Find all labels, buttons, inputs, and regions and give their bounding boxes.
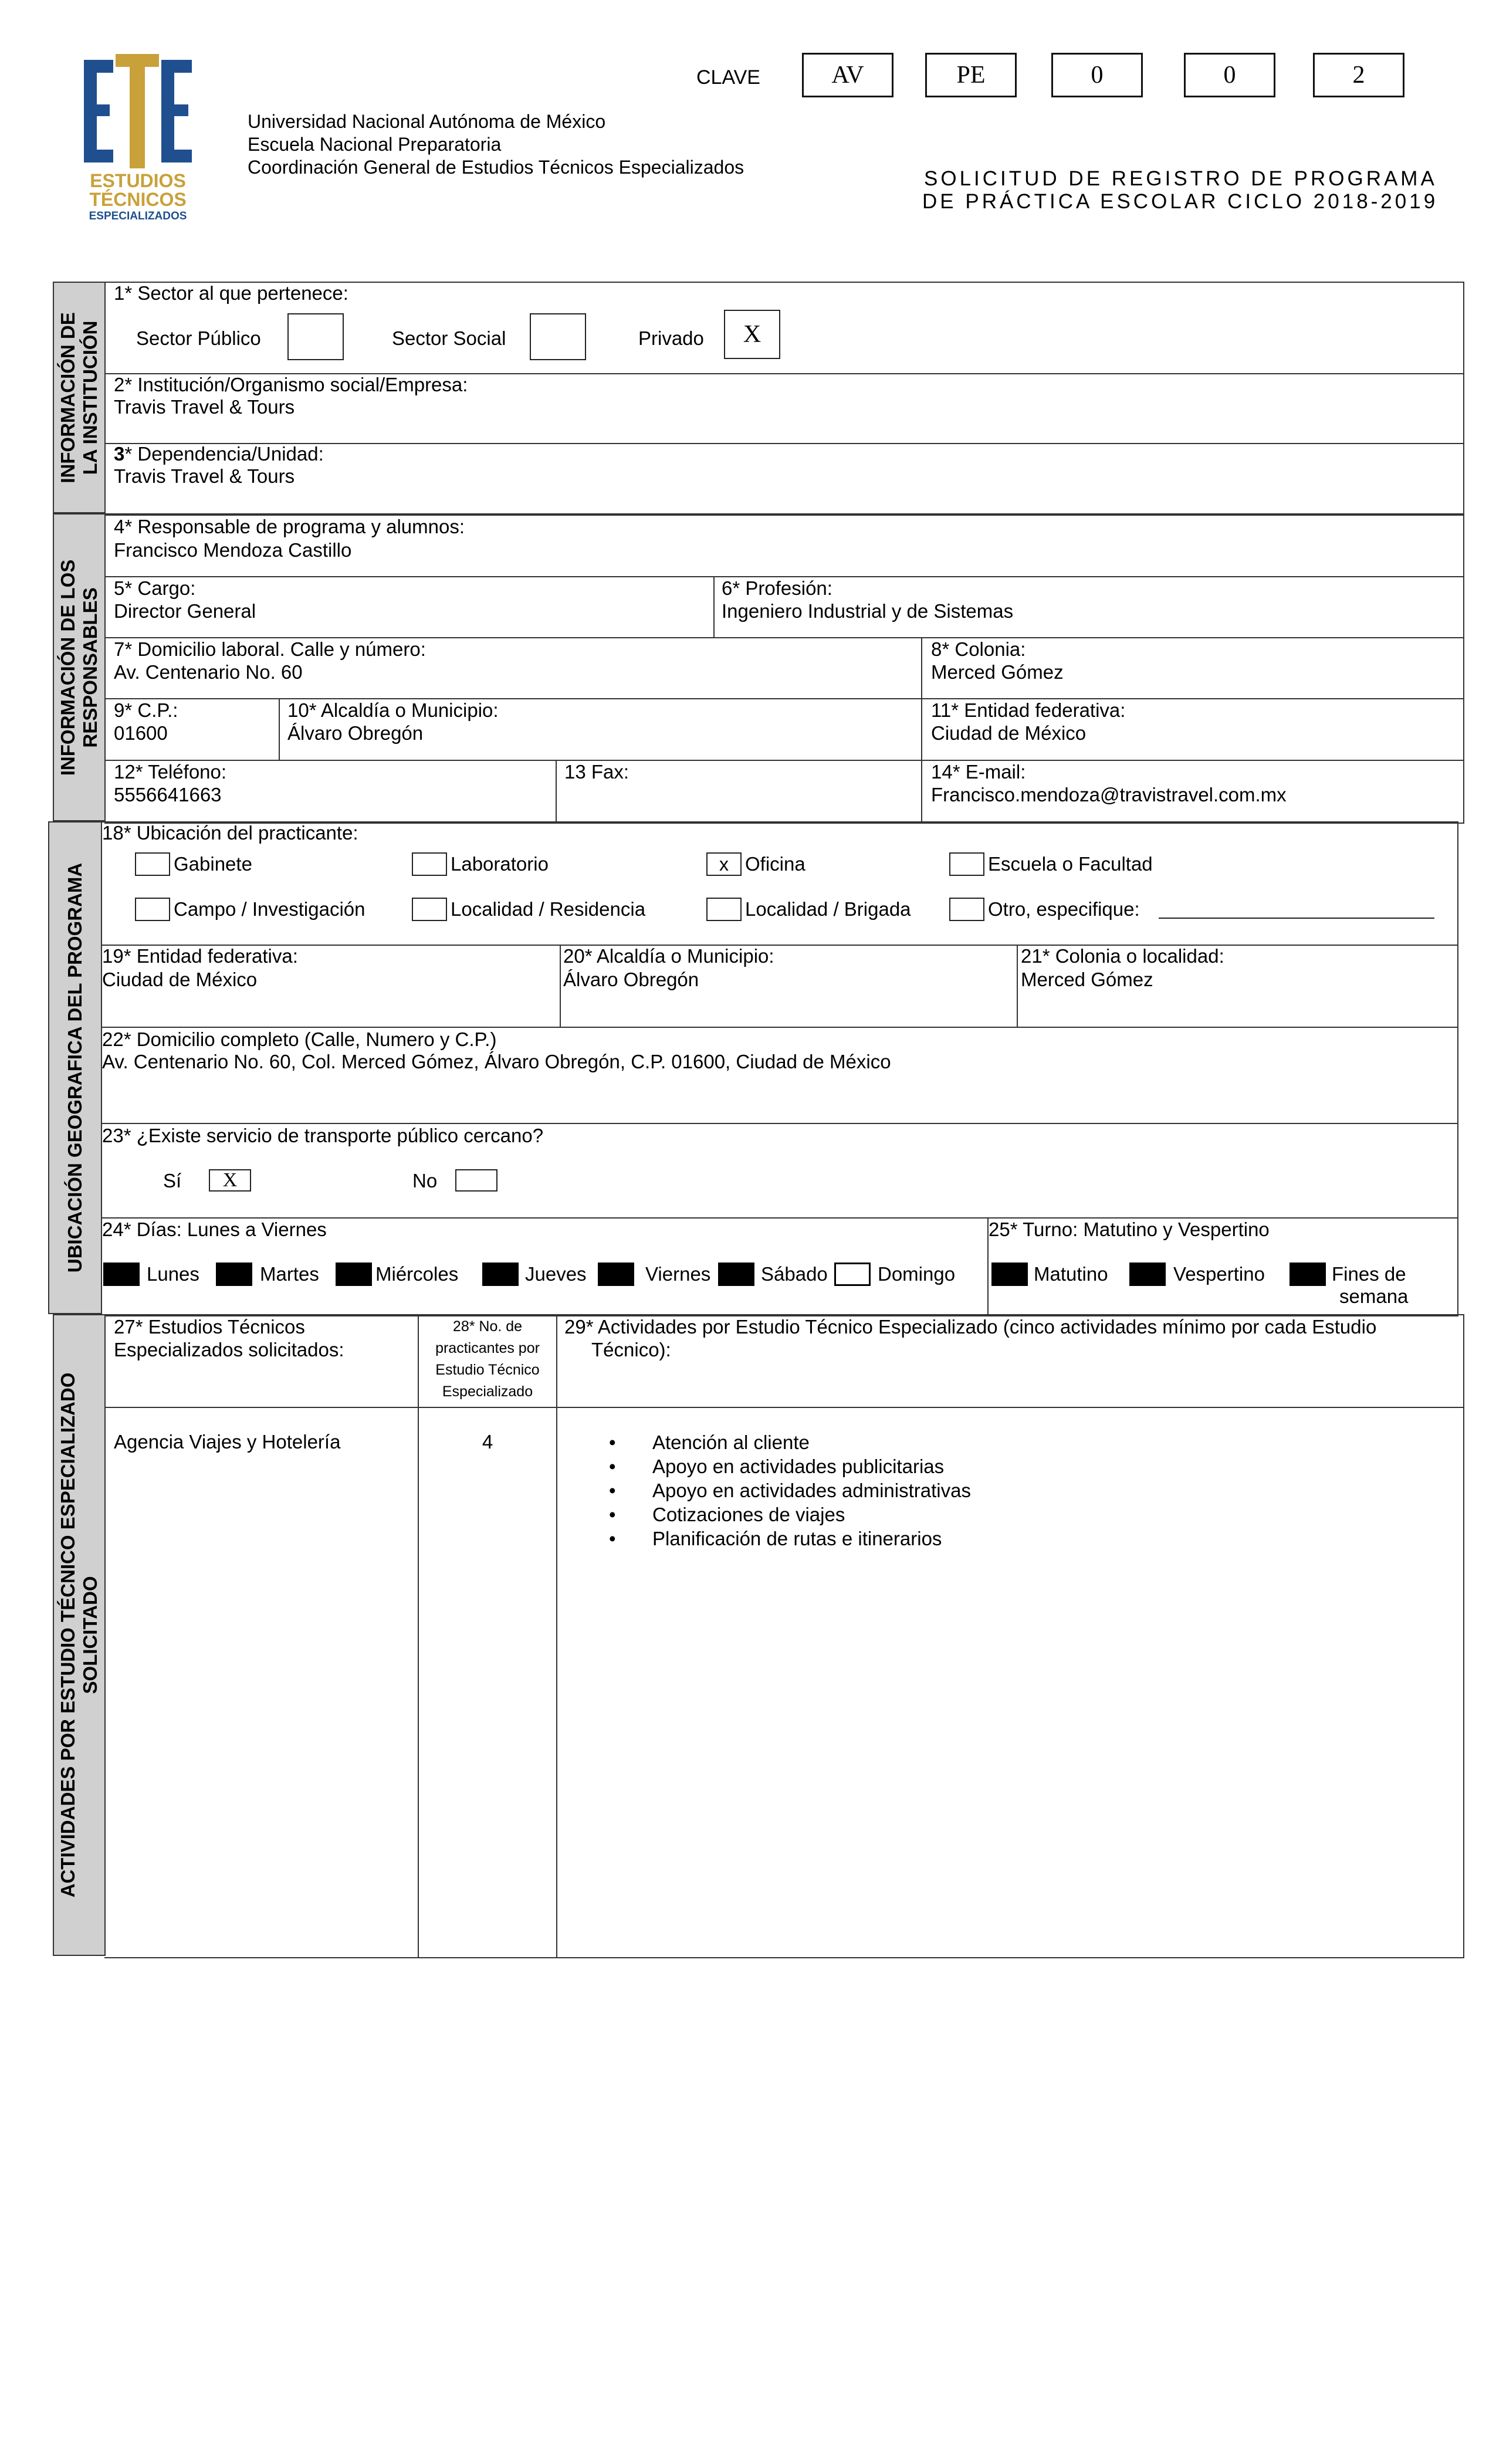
- activity-item: • Planificación de rutas e itinerarios: [605, 1527, 971, 1551]
- cargo-value: Director General: [114, 600, 256, 622]
- oficina-checkbox[interactable]: x: [706, 852, 742, 876]
- ubic-alcaldia-label: 20* Alcaldía o Municipio:: [563, 945, 774, 967]
- campo-checkbox[interactable]: [135, 898, 170, 921]
- logo-line-2: TÉCNICOS: [89, 189, 187, 210]
- dep-label: [114, 442, 324, 466]
- col28-header-4: Especializado: [442, 1383, 533, 1400]
- otro-checkbox[interactable]: [949, 898, 984, 921]
- ubic-domicilio-value: Av. Centenario No. 60, Col. Merced Gómez, Álvaro Obregón, C.P. 01600, Ciudad de México: [102, 1051, 891, 1072]
- clave-box-3[interactable]: 0: [1051, 53, 1143, 97]
- colonia-value: Merced Gómez: [931, 661, 1064, 683]
- col28-header-2: practicantes por: [435, 1340, 540, 1356]
- sector-social-label: Sector Social: [392, 327, 506, 349]
- localidad-residencia-label: Localidad / Residencia: [451, 898, 646, 920]
- localidad-brigada-checkbox[interactable]: [706, 898, 742, 921]
- laboratorio-label: Laboratorio: [451, 853, 549, 875]
- clave-label: CLAVE: [696, 66, 760, 89]
- col29-header-line1: 29* Actividades por Estudio Técnico Especializado (cinco actividades mínimo por cada Estudio: [564, 1316, 1377, 1338]
- email-label: 14* E-mail:: [931, 761, 1026, 783]
- practicante-label: 18* Ubicación del practicante:: [102, 822, 358, 844]
- gabinete-label: Gabinete: [174, 853, 252, 875]
- doc-title-2: DE PRÁCTICA ESCOLAR CICLO 2018-2019: [922, 190, 1439, 213]
- cargo-label: 5* Cargo:: [114, 577, 196, 599]
- domingo-label: Domingo: [878, 1263, 956, 1285]
- sector-publico-checkbox[interactable]: [287, 313, 344, 360]
- section-ubicacion: [48, 821, 102, 1314]
- privado-label: Privado: [638, 327, 704, 349]
- sector-label: 1* Sector al que pertenece:: [114, 282, 348, 304]
- ete-logo: [79, 54, 197, 225]
- no-checkbox[interactable]: [455, 1169, 497, 1192]
- activity-item: • Cotizaciones de viajes: [605, 1502, 971, 1527]
- col28-header-3: Estudio Técnico: [435, 1362, 540, 1378]
- col27-header-line2: Especializados solicitados:: [114, 1339, 344, 1360]
- otro-specify-line[interactable]: [1159, 918, 1434, 919]
- ubic-domicilio-label: 22* Domicilio completo (Calle, Numero y C.P.): [102, 1028, 497, 1050]
- dias-label: 24* Días: Lunes a Viernes: [102, 1219, 327, 1240]
- entidad-value: Ciudad de México: [931, 722, 1087, 744]
- cp-value: 01600: [114, 722, 168, 744]
- estudio-value: Agencia Viajes y Hotelería: [114, 1431, 341, 1453]
- activity-list: [605, 1430, 971, 1551]
- jueves-checkbox[interactable]: [482, 1263, 519, 1286]
- no-label: No: [412, 1170, 438, 1192]
- oficina-label: Oficina: [745, 853, 805, 875]
- domicilio-value: Av. Centenario No. 60: [114, 661, 303, 683]
- logo-line-1: ESTUDIOS: [90, 170, 186, 191]
- vespertino-label: Vespertino: [1173, 1263, 1265, 1285]
- vespertino-checkbox[interactable]: [1129, 1263, 1166, 1286]
- matutino-checkbox[interactable]: [991, 1263, 1028, 1286]
- lunes-label: Lunes: [147, 1263, 199, 1285]
- viernes-checkbox[interactable]: [598, 1263, 634, 1286]
- section-responsables: [53, 513, 106, 821]
- responsable-label: 4* Responsable de programa y alumnos:: [114, 516, 465, 537]
- telefono-value: 5556641663: [114, 784, 222, 805]
- fines-checkbox[interactable]: [1289, 1263, 1326, 1286]
- fines-label-line2: semana: [1339, 1285, 1409, 1307]
- sabado-label: Sábado: [761, 1263, 828, 1285]
- turno-label: 25* Turno: Matutino y Vespertino: [989, 1219, 1270, 1240]
- transporte-label: 23* ¿Existe servicio de transporte público cercano?: [102, 1125, 544, 1146]
- otro-label: Otro, especifique:: [988, 898, 1140, 920]
- viernes-label: Viernes: [645, 1263, 711, 1285]
- clave-box-2[interactable]: PE: [925, 53, 1017, 97]
- fines-label-line1: Fines de: [1332, 1263, 1406, 1285]
- jueves-label: Jueves: [525, 1263, 587, 1285]
- alcaldia-label: 10* Alcaldía o Municipio:: [287, 699, 499, 721]
- localidad-brigada-label: Localidad / Brigada: [745, 898, 911, 920]
- responsable-value: Francisco Mendoza Castillo: [114, 539, 352, 561]
- laboratorio-checkbox[interactable]: [412, 852, 447, 876]
- col29-header-line2: Técnico):: [591, 1339, 671, 1360]
- profesion-label: 6* Profesión:: [722, 577, 832, 599]
- institution-line-2: Escuela Nacional Preparatoria: [248, 134, 502, 155]
- section-actividades: [53, 1314, 106, 1956]
- dep-value: Travis Travel & Tours: [114, 465, 295, 487]
- cp-label: 9* C.P.:: [114, 699, 178, 721]
- fax-label: 13 Fax:: [564, 761, 629, 783]
- martes-checkbox[interactable]: [216, 1263, 252, 1286]
- ubic-alcaldia-value: Álvaro Obregón: [563, 969, 699, 990]
- ete-logo-mark: [79, 54, 197, 171]
- campo-label: Campo / Investigación: [174, 898, 365, 920]
- sector-social-checkbox[interactable]: [530, 313, 586, 360]
- col27-header-line1: 27* Estudios Técnicos: [114, 1316, 305, 1338]
- lunes-checkbox[interactable]: [103, 1263, 140, 1286]
- email-value: Francisco.mendoza@travistravel.com.mx: [931, 784, 1287, 805]
- section-actividades-label: ACTIVIDADES POR ESTUDIO TÉCNICO ESPECIALIZADO SOLICITADO: [57, 1372, 101, 1898]
- activity-item: • Apoyo en actividades publicitarias: [605, 1454, 971, 1478]
- dep-label-number: 3: [114, 443, 125, 465]
- clave-box-1[interactable]: AV: [802, 53, 893, 97]
- entidad-label: 11* Entidad federativa:: [931, 699, 1126, 721]
- ubic-colonia-label: 21* Colonia o localidad:: [1021, 945, 1224, 967]
- ubic-colonia-value: Merced Gómez: [1021, 969, 1153, 990]
- privado-checkbox[interactable]: X: [724, 310, 780, 359]
- gabinete-checkbox[interactable]: [135, 852, 170, 876]
- practicantes-value: 4: [482, 1431, 493, 1453]
- escuela-checkbox[interactable]: [949, 852, 984, 876]
- dep-label-text: * Dependencia/Unidad:: [124, 443, 324, 465]
- localidad-residencia-checkbox[interactable]: [412, 898, 447, 921]
- doc-title-1: SOLICITUD DE REGISTRO DE PROGRAMA: [924, 167, 1437, 190]
- institution-line-3: Coordinación General de Estudios Técnicos Especializados: [248, 157, 744, 178]
- si-label: Sí: [163, 1170, 182, 1192]
- domicilio-label: 7* Domicilio laboral. Calle y número:: [114, 638, 426, 660]
- escuela-label: Escuela o Facultad: [988, 853, 1153, 875]
- logo-line-3: ESPECIALIZADOS: [89, 210, 187, 222]
- domingo-checkbox[interactable]: [834, 1263, 871, 1286]
- miercoles-checkbox[interactable]: [336, 1263, 372, 1286]
- matutino-label: Matutino: [1034, 1263, 1108, 1285]
- alcaldia-value: Álvaro Obregón: [287, 722, 424, 744]
- clave-box-5[interactable]: 2: [1313, 53, 1404, 97]
- org-value: Travis Travel & Tours: [114, 396, 295, 418]
- ubic-entidad-value: Ciudad de México: [102, 969, 258, 990]
- activity-item: • Atención al cliente: [605, 1430, 971, 1454]
- colonia-label: 8* Colonia:: [931, 638, 1026, 660]
- miercoles-label: Miércoles: [375, 1263, 459, 1285]
- ubic-entidad-label: 19* Entidad federativa:: [102, 945, 298, 967]
- section-institucion: [53, 282, 106, 513]
- telefono-label: 12* Teléfono:: [114, 761, 227, 783]
- actividades-frame: [104, 1314, 1464, 1958]
- col28-header-1: 28* No. de: [452, 1318, 523, 1335]
- section-responsables-label: INFORMACIÓN DE LOS RESPONSABLES: [57, 559, 101, 776]
- org-label: 2* Institución/Organismo social/Empresa:: [114, 374, 468, 395]
- activity-item: • Apoyo en actividades administrativas: [605, 1478, 971, 1502]
- martes-label: Martes: [260, 1263, 319, 1285]
- profesion-value: Ingeniero Industrial y de Sistemas: [722, 600, 1014, 622]
- sector-publico-label: Sector Público: [136, 327, 261, 349]
- clave-box-4[interactable]: 0: [1184, 53, 1275, 97]
- sabado-checkbox[interactable]: [718, 1263, 754, 1286]
- section-ubicacion-label: UBICACIÓN GEOGRAFICA DEL PROGRAMA: [64, 862, 86, 1273]
- section-institucion-label: INFORMACIÓN DE LA INSTITUCIÓN: [57, 312, 101, 483]
- institution-line-1: Universidad Nacional Autónoma de México: [248, 111, 606, 132]
- si-checkbox[interactable]: X: [209, 1169, 251, 1192]
